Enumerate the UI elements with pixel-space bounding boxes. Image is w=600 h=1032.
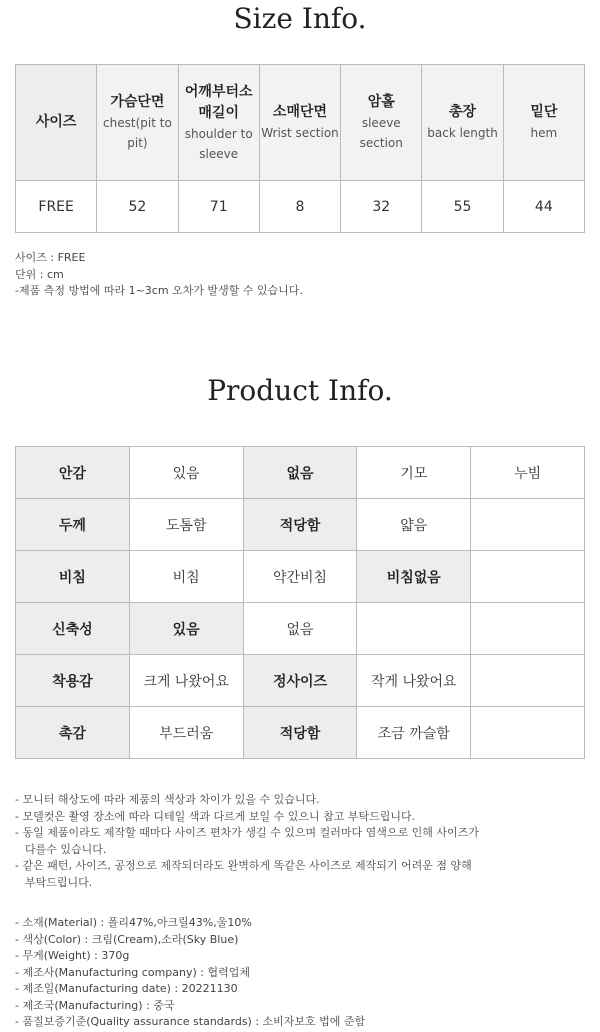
product-row-label: 비침 xyxy=(16,551,130,603)
size-note-line: 단위 : cm xyxy=(15,267,64,281)
size-value-chest: 52 xyxy=(97,181,178,233)
spec-line-date: - 제조일(Manufacturing date) : 20221130 xyxy=(15,982,238,995)
size-header-hem: 밑단 hem xyxy=(503,65,584,181)
spec-line-material: - 소재(Material) : 폴리47%,아크릴43%,울10% xyxy=(15,916,252,929)
size-header-armhole: 암홀 sleeve section xyxy=(341,65,422,181)
product-option-selected: 없음 xyxy=(243,447,357,499)
spec-line-country: - 제조국(Manufacturing) : 중국 xyxy=(15,998,175,1012)
size-header-wrist: 소매단면 Wrist section xyxy=(259,65,340,181)
notice-line: 다를수 있습니다. xyxy=(25,842,107,856)
size-table-value-row xyxy=(16,181,585,233)
spec-line-company: - 제조사(Manufacturing company) : 협력업체 xyxy=(15,965,250,979)
notice-line: - 같은 패턴, 사이즈, 공정으로 제작되더라도 완벽하게 똑같은 사이즈로 제작되기 어려운 점 양해 xyxy=(15,859,472,872)
product-option-empty xyxy=(471,499,585,551)
size-value-size: FREE xyxy=(16,181,97,233)
size-value-armhole: 32 xyxy=(341,181,422,233)
notice-line: - 모니터 해상도에 따라 제품의 색상과 차이가 있을 수 있습니다. xyxy=(15,793,320,806)
product-row xyxy=(16,707,585,759)
spec-list xyxy=(15,915,365,1031)
product-option: 작게 나왔어요 xyxy=(357,655,471,707)
product-info-title: Product Info. xyxy=(207,374,393,407)
product-option: 부드러움 xyxy=(129,707,243,759)
product-row xyxy=(16,655,585,707)
product-option: 기모 xyxy=(357,447,471,499)
size-table-header-row xyxy=(16,65,585,181)
size-value-hem: 44 xyxy=(503,181,584,233)
spec-line-color: - 색상(Color) : 크림(Cream),소라(Sky Blue) xyxy=(15,932,239,946)
product-row xyxy=(16,603,585,655)
product-option: 얇음 xyxy=(357,499,471,551)
product-option-empty xyxy=(471,707,585,759)
product-option-empty xyxy=(471,551,585,603)
product-row-label: 촉감 xyxy=(16,707,130,759)
size-table xyxy=(15,64,585,233)
notice-line: - 모델컷은 촬영 장소에 따라 디테일 색과 다르게 보일 수 있으니 참고 부탁드립니다. xyxy=(15,809,416,823)
size-header-length: 총장 back length xyxy=(422,65,503,181)
notice-list xyxy=(15,792,479,891)
product-row-label: 착용감 xyxy=(16,655,130,707)
size-header-size: 사이즈 xyxy=(16,65,97,181)
size-note-line: 사이즈 : FREE xyxy=(15,251,86,264)
product-option: 없음 xyxy=(243,603,357,655)
size-header-chest: 가슴단면 chest(pit to pit) xyxy=(97,65,178,181)
size-value-wrist: 8 xyxy=(259,181,340,233)
spec-line-quality: - 품질보증기준(Quality assurance standards) : 소비자보호 법에 준함 xyxy=(15,1015,366,1028)
spec-line-weight: - 무게(Weight) : 370g xyxy=(15,949,130,962)
notice-line: 부탁드립니다. xyxy=(25,875,93,889)
product-row xyxy=(16,447,585,499)
product-option-selected: 있음 xyxy=(129,603,243,655)
size-value-length: 55 xyxy=(422,181,503,233)
product-option: 누빔 xyxy=(471,447,585,499)
product-option-selected: 적당함 xyxy=(243,499,357,551)
product-option-selected: 적당함 xyxy=(243,707,357,759)
size-notes xyxy=(15,250,303,300)
product-row-label: 두께 xyxy=(16,499,130,551)
product-option: 크게 나왔어요 xyxy=(129,655,243,707)
product-row-label: 안감 xyxy=(16,447,130,499)
product-option-selected: 정사이즈 xyxy=(243,655,357,707)
product-table xyxy=(15,446,585,759)
size-value-shoulder-sleeve: 71 xyxy=(178,181,259,233)
product-option-empty xyxy=(471,655,585,707)
product-option-selected: 비침없음 xyxy=(357,551,471,603)
product-option: 있음 xyxy=(129,447,243,499)
notice-line: - 동일 제품이라도 제작할 때마다 사이즈 편차가 생길 수 있으며 컬러마다 염색으로 인해 사이즈가 xyxy=(15,826,479,839)
product-row xyxy=(16,551,585,603)
product-row-label: 신축성 xyxy=(16,603,130,655)
product-option: 약간비침 xyxy=(243,551,357,603)
product-option: 비침 xyxy=(129,551,243,603)
product-option-empty xyxy=(471,603,585,655)
product-option: 도톰함 xyxy=(129,499,243,551)
size-note-line: -제품 측정 방법에 따라 1~3cm 오차가 발생할 수 있습니다. xyxy=(15,284,303,297)
size-info-title: Size Info. xyxy=(233,2,367,35)
size-header-shoulder-sleeve: 어깨부터소 매길이 shoulder to sleeve xyxy=(178,65,259,181)
product-option: 조금 까슬함 xyxy=(357,707,471,759)
product-row xyxy=(16,499,585,551)
product-option-empty xyxy=(357,603,471,655)
